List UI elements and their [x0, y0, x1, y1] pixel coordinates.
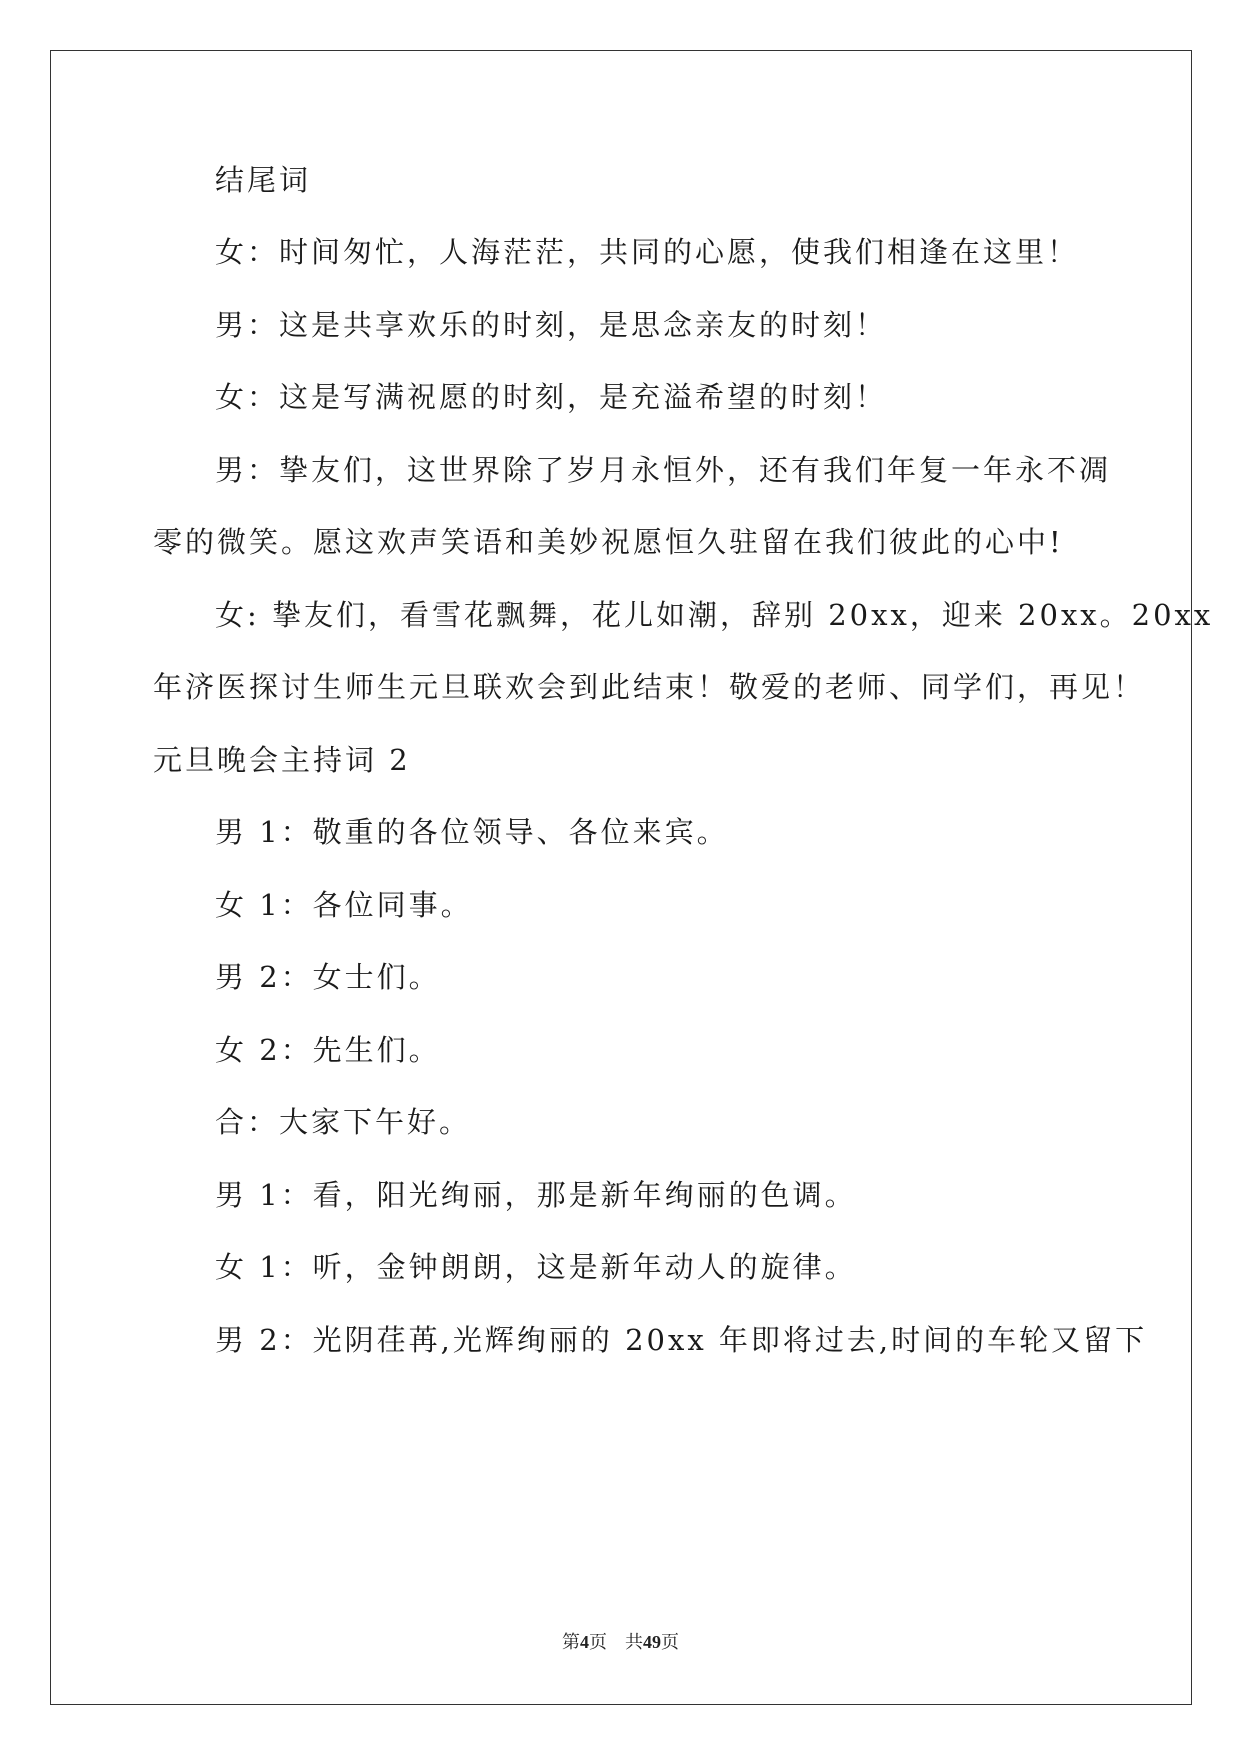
- paragraph-line: 男：这是共享欢乐的时刻，是思念亲友的时刻！: [215, 308, 888, 342]
- page-border: [50, 50, 1192, 1705]
- paragraph-line: 零的微笑。愿这欢声笑语和美妙祝愿恒久驻留在我们彼此的心中!: [153, 525, 1064, 559]
- paragraph-line: 女: 挚友们，看雪花飘舞，花儿如潮，辞别 20xx，迎来 20xx。20xx: [215, 598, 1214, 632]
- paragraph-line: 女 1：各位同事。: [215, 888, 473, 922]
- paragraph-line: 女：时间匆忙，人海茫茫，共同的心愿，使我们相逢在这里！: [215, 235, 1080, 269]
- paragraph-line: 男 2：光阴荏苒,光辉绚丽的 20xx 年即将过去,时间的车轮又留下: [215, 1323, 1148, 1357]
- total-prefix: 共: [625, 1632, 643, 1652]
- page-footer: [0, 1630, 1241, 1654]
- page-number-current: 4: [580, 1632, 589, 1652]
- paragraph-line: 年济医探讨生师生元旦联欢会到此结束！敬爱的老师、同学们，再见！: [153, 670, 1146, 704]
- section-heading-host-script-2: 元旦晚会主持词 2: [153, 743, 411, 777]
- paragraph-line: 男：挚友们，这世界除了岁月永恒外，还有我们年复一年永不凋: [215, 453, 1112, 487]
- section-heading-closing: 结尾词: [215, 163, 312, 197]
- paragraph-line: 女：这是写满祝愿的时刻，是充溢希望的时刻！: [215, 380, 888, 414]
- paragraph-line: 女 1：听，金钟朗朗，这是新年动人的旋律。: [215, 1250, 857, 1284]
- paragraph-line: 合：大家下午好。: [215, 1105, 472, 1139]
- page-prefix: 第: [562, 1632, 580, 1652]
- paragraph-line: 女 2：先生们。: [215, 1033, 441, 1067]
- total-suffix: 页: [661, 1632, 679, 1652]
- paragraph-line: 男 2：女士们。: [215, 960, 441, 994]
- paragraph-line: 男 1：敬重的各位领导、各位来宾。: [215, 815, 729, 849]
- paragraph-line: 男 1：看，阳光绚丽，那是新年绚丽的色调。: [215, 1178, 857, 1212]
- page-suffix: 页: [589, 1632, 607, 1652]
- page-number-total: 49: [643, 1632, 661, 1652]
